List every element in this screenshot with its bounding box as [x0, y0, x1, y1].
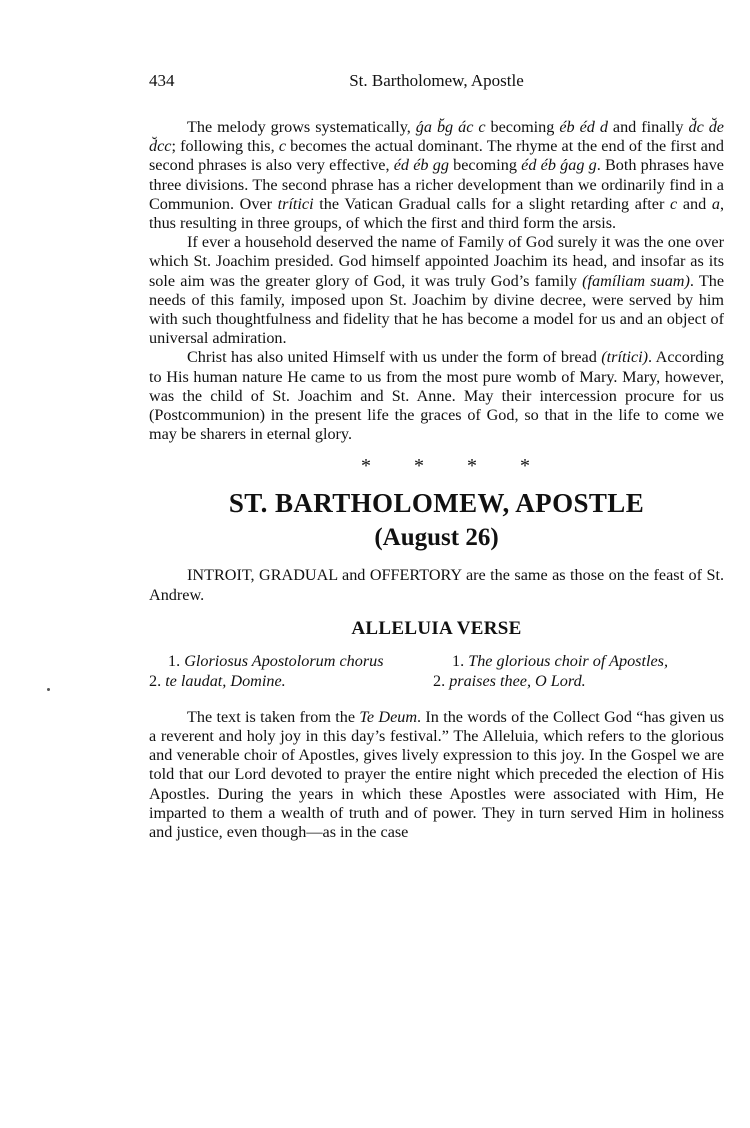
verse-number: 2.	[149, 671, 162, 690]
italic-run: Te Deum	[359, 707, 418, 726]
italic-run: (trítici)	[601, 348, 649, 367]
verse-row	[149, 651, 724, 671]
paragraph-bread: Christ has also united Himself with us under the form of bread (trítici). According to His human nature He came to us from the most pure womb of Mary. Mary, however, was the child of St. Joachim and St. Anne. May their intercession procure for us (Postcommunion) in the present life the graces of God, so that in the life to come we may be sharers in eternal glory.	[149, 348, 724, 444]
italic-run: c	[670, 194, 678, 213]
italic-run: éd éb gg	[393, 156, 449, 175]
verse-row	[149, 671, 724, 691]
section-separator: * * * *	[361, 455, 530, 478]
italic-run: éb éd d	[559, 118, 608, 136]
verse-latin-text: Gloriosus Apostolorum chorus	[184, 651, 384, 670]
paragraph-household: If ever a household deserved the name of Family of God surely it was the one over which St. Joachim presided. God himself appointed Joachim its head, and insofar as its sole aim was the greater glory of God, it was truly God’s family (famíliam suam). The needs of this family, imposed upon St. Joachim by divine decree, were served by him with such thoughtfulness and fidelity that he has become a model for us and an object of universal admiration.	[149, 233, 725, 348]
feast-date: (August 26)	[374, 524, 499, 552]
stray-ink-mark	[47, 688, 50, 691]
verse-number: 1.	[452, 651, 465, 670]
italic-run: trítici	[277, 194, 314, 213]
italic-run: a	[711, 194, 720, 213]
verse-english	[452, 651, 724, 671]
verse-english	[433, 671, 724, 691]
running-title: St. Bartholomew, Apostle	[349, 71, 524, 90]
feast-title: ST. BARTHOLOMEW, APOSTLE	[228, 488, 645, 519]
page-number: 434	[149, 71, 175, 90]
paragraph-te-deum: The text is taken from the Te Deum. In the words of the Collect God “has given us a reverent and holy joy in this day’s festival.” The Alleluia, which refers to the glorious and venerable choir of Apostles, gives lively expression to this joy. In the Gospel we are told that our Lord devoted to prayer the entire night which preceded the election of His Apostles. During the years in which these Apostles were associated with Him, He imparted to them a wealth of truth and of power. They in turn served Him in holiness and justice, even though—as in the case	[149, 707, 724, 842]
verse-latin	[149, 651, 452, 671]
book-page	[149, 68, 724, 842]
italic-run: ǵa b̆g ác c	[415, 118, 486, 136]
paragraph-melody: The melody grows systematically, ǵa b̆g ác c becoming éb éd d and finally d̆c d̆e d̆cc; following this, c becomes the actual dominant. The rhyme at the end of the first and second phrases is also very effective, éd éb gg becoming éd éb ǵag g. Both phrases have three divisions. The second phrase has a richer development than we ordinarily find in a Communion. Over trítici the Vatican Gradual calls for a slight retarding after c and a, thus resulting in three groups, of which the first and third form the arsis.	[149, 118, 724, 233]
verse-english-text: praises thee, O Lord.	[449, 671, 586, 690]
italic-run: c	[278, 137, 286, 156]
alleluia-verse-table	[149, 651, 724, 691]
verse-number: 2.	[433, 671, 446, 690]
italic-run: d̆c d̆e d̆cc	[149, 118, 724, 156]
italic-run: éd éb ǵag g	[521, 156, 597, 175]
verse-latin	[149, 671, 433, 691]
verse-english-text: The glorious choir of Apostles,	[468, 651, 668, 670]
verse-latin-text: te laudat, Domine.	[165, 671, 286, 690]
italic-run: (famíliam suam)	[582, 271, 690, 290]
verse-number: 1.	[168, 651, 181, 670]
running-head	[149, 68, 724, 94]
alleluia-heading: ALLELUIA VERSE	[351, 617, 522, 639]
paragraph-introit: INTROIT, GRADUAL and OFFERTORY are the same as those on the feast of St. Andrew.	[149, 566, 724, 604]
